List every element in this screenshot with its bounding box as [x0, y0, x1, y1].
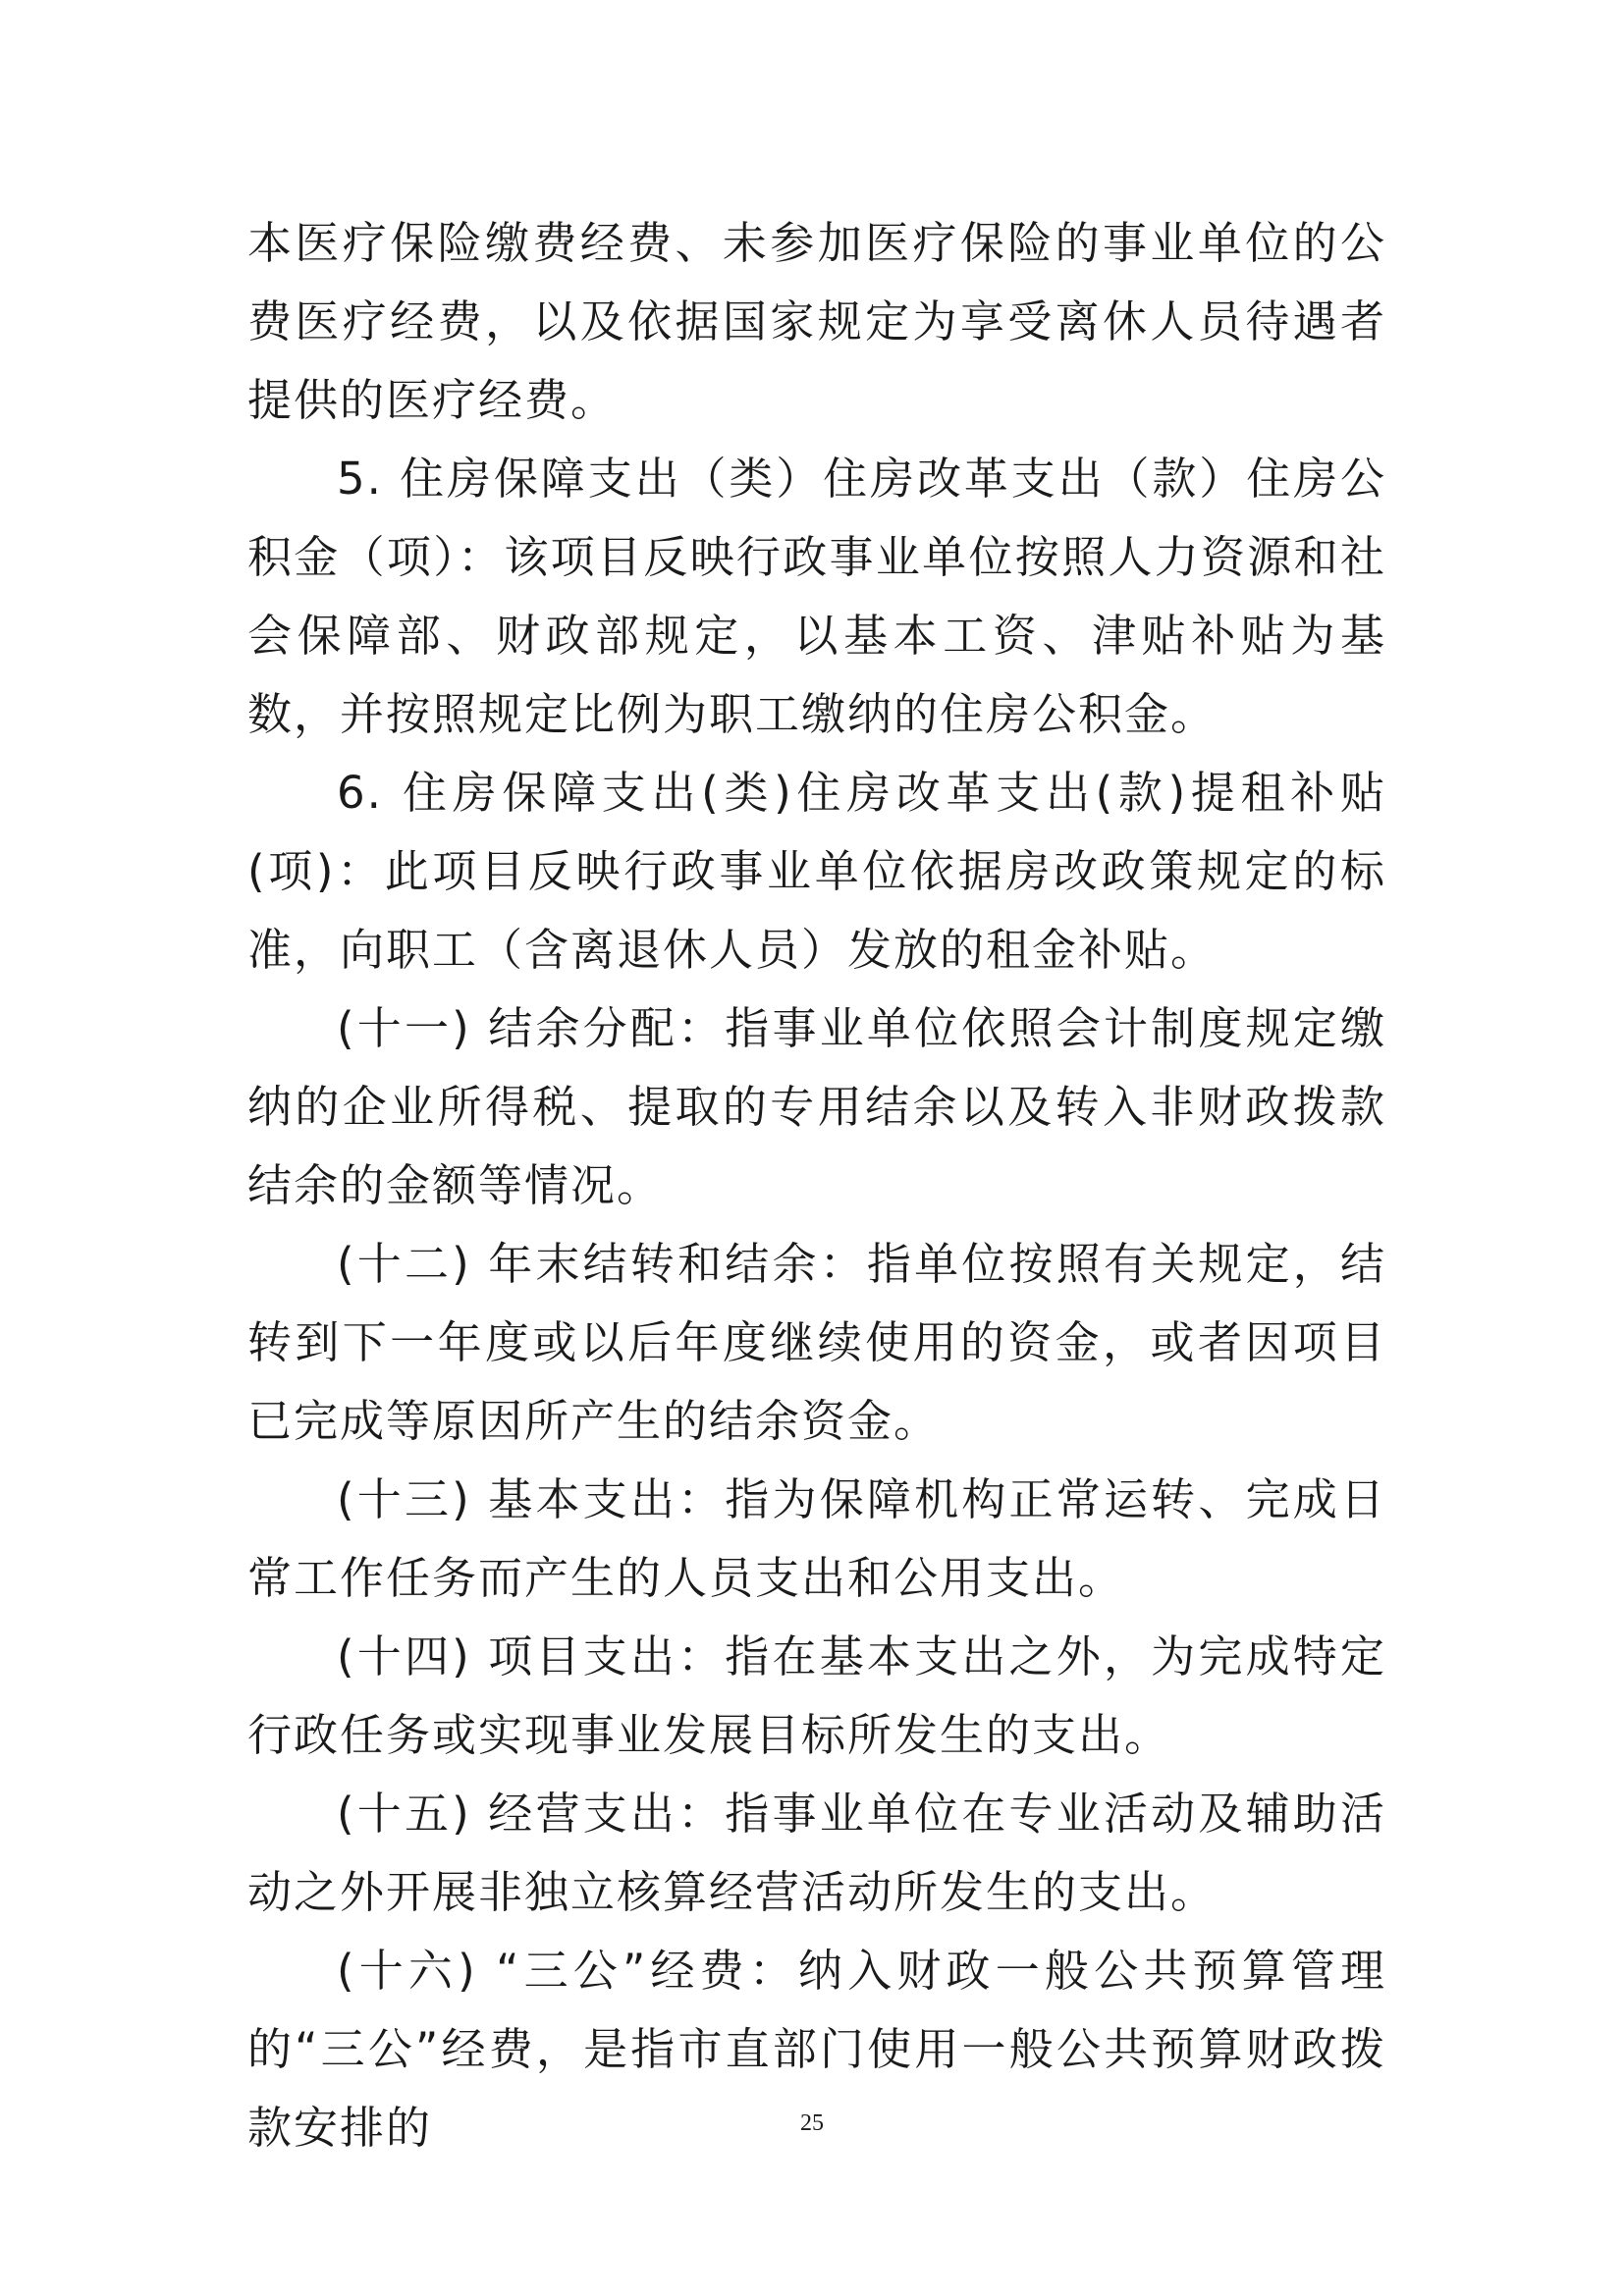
paragraph-medical-insurance-continued: 本医疗保险缴费经费、未参加医疗保险的事业单位的公费医疗经费，以及依据国家规定为享受离休人员待遇者提供的医疗经费。	[247, 217, 1386, 426]
paragraph-basic-expenditure: (十三) 基本支出：指为保障机构正常运转、完成日常工作任务而产生的人员支出和公用支出。	[247, 1473, 1386, 1604]
paragraph-operating-expenditure: (十五) 经营支出：指事业单位在专业活动及辅助活动之外开展非独立核算经营活动所发生的支出。	[247, 1788, 1386, 1918]
paragraph-three-public-expenses: (十六) “三公”经费：纳入财政一般公共预算管理的“三公”经费，是指市直部门使用一般公共预算财政拨款安排的	[247, 1945, 1386, 2154]
paragraph-project-expenditure: (十四) 项目支出：指在基本支出之外，为完成特定行政任务或实现事业发展目标所发生的支出。	[247, 1630, 1386, 1761]
page-number: 25	[800, 2110, 824, 2136]
body-text	[247, 204, 1386, 2167]
paragraph-year-end-carryover: (十二) 年末结转和结余：指单位按照有关规定，结转到下一年度或以后年度继续使用的资金，或者因项目已完成等原因所产生的结余资金。	[247, 1238, 1386, 1447]
paragraph-rent-subsidy: 6. 住房保障支出(类)住房改革支出(款)提租补贴(项)：此项目反映行政事业单位依据房改政策规定的标准，向职工（含离退休人员）发放的租金补贴。	[247, 767, 1386, 976]
paragraph-surplus-distribution: (十一) 结余分配：指事业单位依照会计制度规定缴纳的企业所得税、提取的专用结余以及转入非财政拨款结余的金额等情况。	[247, 1002, 1386, 1211]
paragraph-housing-provident-fund: 5. 住房保障支出（类）住房改革支出（款）住房公积金（项）：该项目反映行政事业单位按照人力资源和社会保障部、财政部规定，以基本工资、津贴补贴为基数，并按照规定比例为职工缴纳的住房公积金。	[247, 453, 1386, 740]
